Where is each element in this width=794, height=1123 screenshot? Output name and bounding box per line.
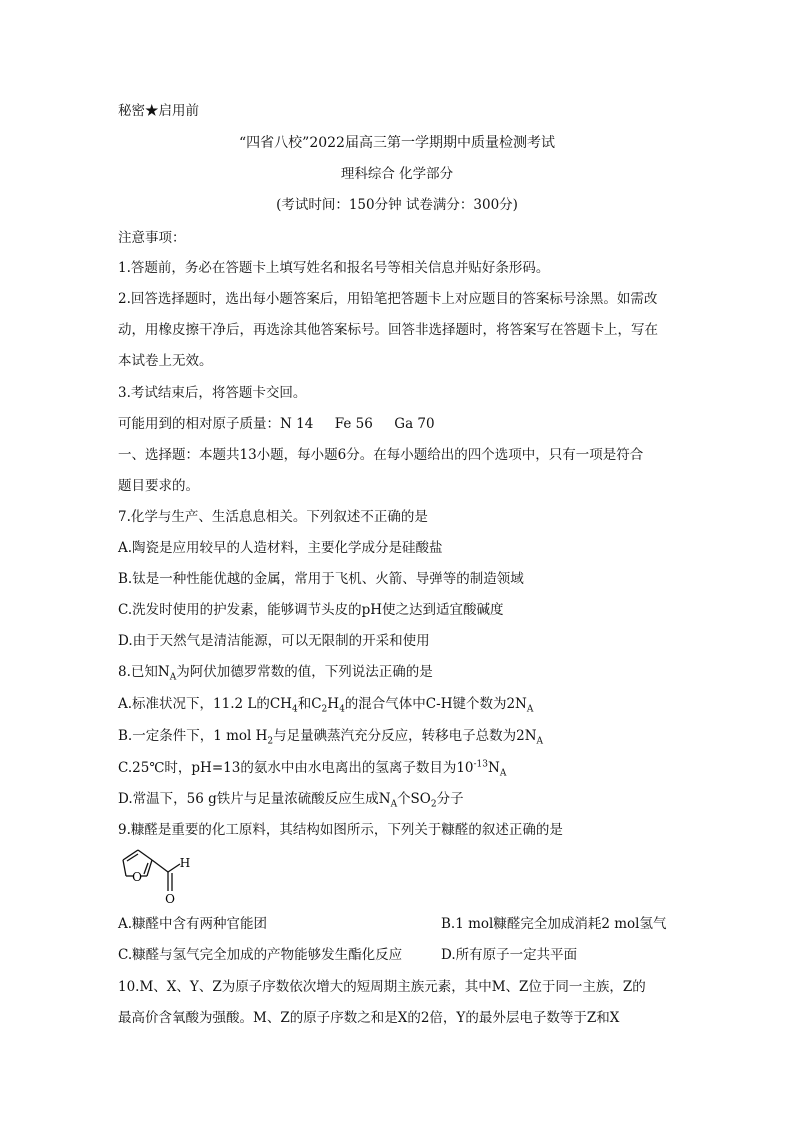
q8-option-a: A.标准状况下，11.2 L的$CH_4$和$C_2H_4$的混合气体中C-H键个数为$2N_A$ xyxy=(118,696,534,715)
note-2-line-2: 动，用橡皮擦干净后，再选涂其他答案标号。回答非选择题时，将答案写在答题卡上，写在 xyxy=(118,322,658,338)
q7-option-b: B.钛是一种性能优越的金属，常用于飞机、火箭、导弹等的制造领域 xyxy=(118,571,524,587)
q9-option-a: A.糠醛中含有两种官能团 xyxy=(118,916,268,932)
note-3: 3.考试结束后，将答题卡交回。 xyxy=(118,385,307,401)
notes-heading: 注意事项： xyxy=(118,230,186,246)
q9-option-c: C.糠醛与氢气完全加成的产物能够发生酯化反应 xyxy=(118,947,403,963)
q7-option-c: C.洗发时使用的护发素，能够调节头皮的pH使之达到适宜酸碱度 xyxy=(118,602,504,618)
q8-option-c: C.25℃时，pH=13的氨水中由水电离出的氢离子数目为$10^{-13}N_A$ xyxy=(118,759,507,779)
exam-title: “四省八校”2022届高三第一学期期中质量检测考试 xyxy=(239,135,555,151)
section-intro-line-2: 题目要求的。 xyxy=(118,478,199,494)
furfural-structure-diagram xyxy=(116,845,206,907)
q7-stem: 7.化学与生产、生活息息相关。下列叙述不正确的是 xyxy=(118,509,428,525)
ring-oxygen-label: O xyxy=(132,870,142,884)
atomic-mass-info: 可能用到的相对原子质量：N 14 Fe 56 Ga 70 xyxy=(118,416,435,432)
q7-option-a: A.陶瓷是应用较早的人造材料，主要化学成分是硅酸盐 xyxy=(118,540,443,556)
q10-stem-line-1: 10.M、X、Y、Z为原子序数依次增大的短周期主族元素，其中M、Z位于同一主族，Z的 xyxy=(118,979,646,995)
q8-stem: 8.已知$N_A$为阿伏加德罗常数的值，下列说法正确的是 xyxy=(118,664,433,683)
q7-option-d: D.由于天然气是清洁能源，可以无限制的开采和使用 xyxy=(118,633,430,649)
exam-subtitle: 理科综合 化学部分 xyxy=(340,166,454,182)
q10-stem-line-2: 最高价含氧酸为强酸。M、Z的原子序数之和是X的2倍，Y的最外层电子数等于Z和X xyxy=(118,1010,620,1026)
q9-option-d: D.所有原子一定共平面 xyxy=(441,947,578,963)
confidential-mark: 秘密★启用前 xyxy=(118,103,199,119)
q9-stem: 9.糠醛是重要的化工原料，其结构如图所示，下列关于糠醛的叙述正确的是 xyxy=(118,822,563,838)
aldehyde-hydrogen-label: H xyxy=(179,856,191,870)
section-intro-line-1: 一、选择题：本题共13小题，每小题6分。在每小题给出的四个选项中，只有一项是符合 xyxy=(118,447,644,463)
q9-option-b: B.1 mol糠醛完全加成消耗2 mol氢气 xyxy=(441,916,667,932)
q8-option-d: D.常温下，56 g铁片与足量浓硫酸反应生成$N_A$个$SO_2$分子 xyxy=(118,791,464,810)
note-1: 1.答题前，务必在答题卡上填写姓名和报名号等相关信息并贴好条形码。 xyxy=(118,260,550,276)
note-2-line-1: 2.回答选择题时，选出每小题答案后，用铅笔把答题卡上对应题目的答案标号涂黑。如需改 xyxy=(118,291,658,307)
q8-option-b: B.一定条件下，1 mol $H_2$与足量碘蒸汽充分反应，转移电子总数为$2N_A$ xyxy=(118,728,544,747)
aldehyde-oxygen-label: O xyxy=(165,892,175,906)
exam-time-info: (考试时间：150分钟 试卷满分：300分) xyxy=(276,197,518,213)
note-2-line-3: 本试卷上无效。 xyxy=(118,353,213,369)
